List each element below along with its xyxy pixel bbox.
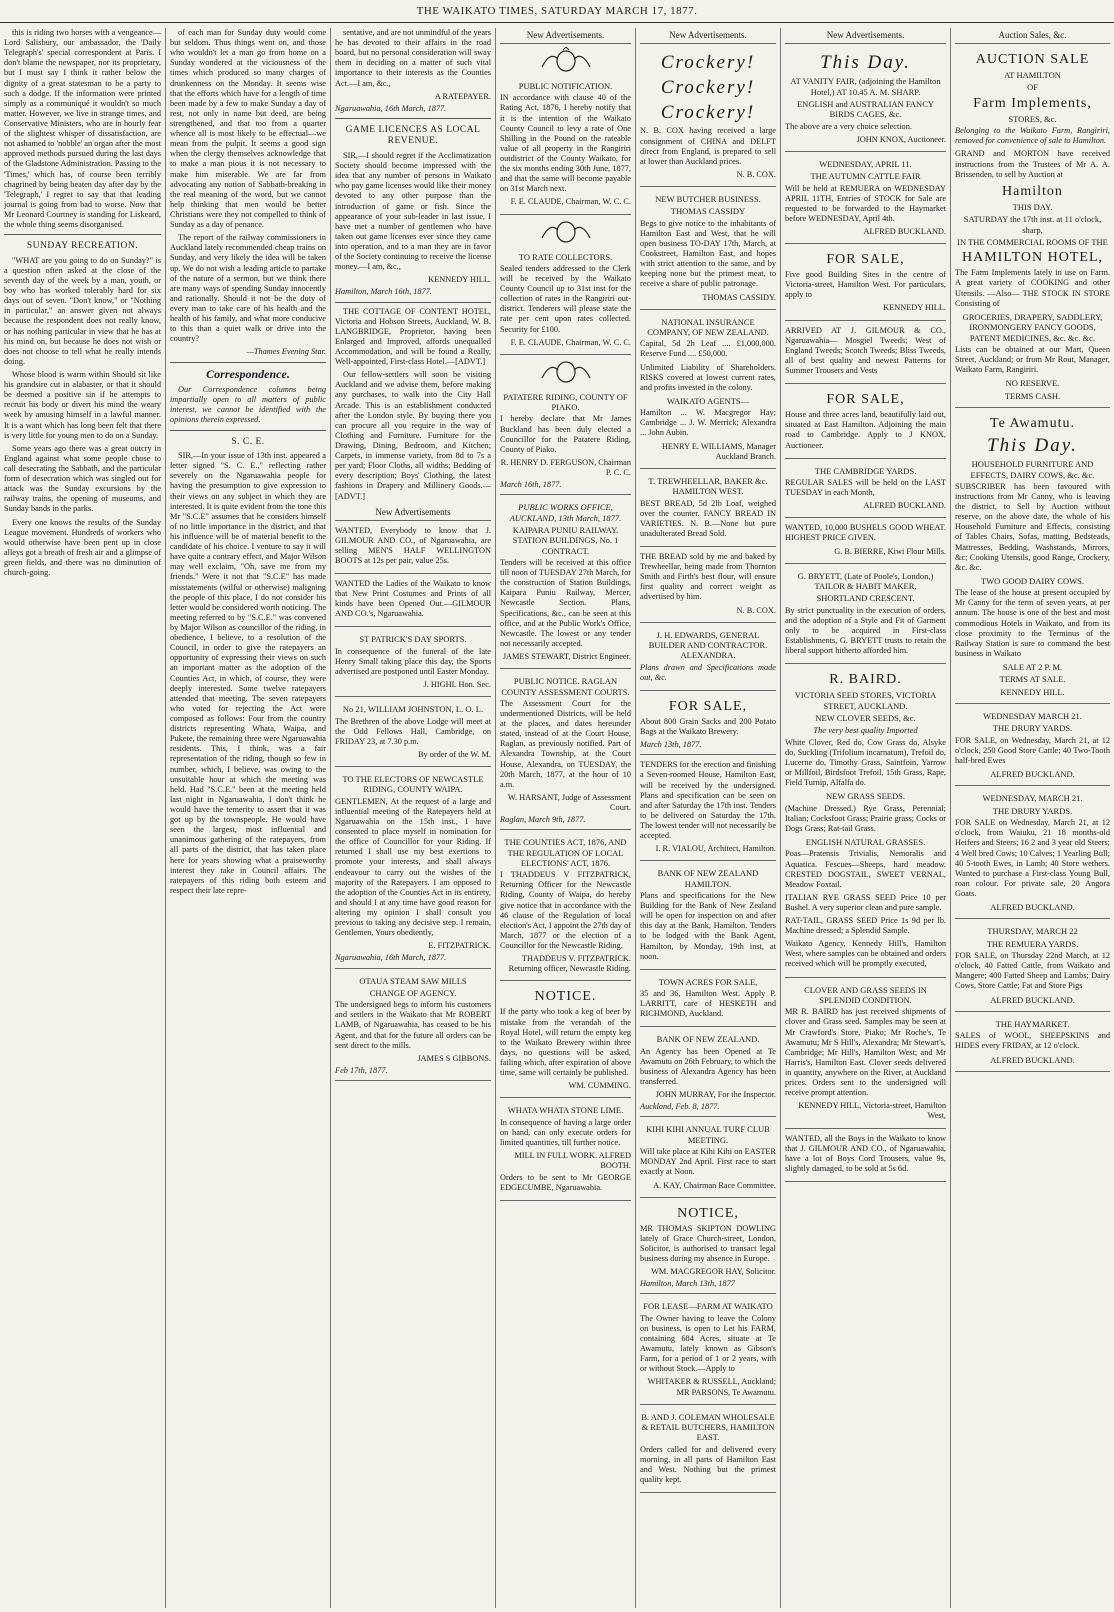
advert-signature: I. R. VIALOU, Architect, Hamilton. [655,844,776,854]
advertisement [640,312,776,469]
advertisement [955,1014,1110,1072]
advert-subtitle: SATURDAY the 17th inst. at 11 o'clock, sharp, [963,214,1102,235]
advert-date: Raglan, March 9th, 1877. [500,815,586,825]
advert-title: HAMILTON HOTEL, [962,250,1103,266]
advert-title: FOR SALE, [668,698,748,714]
advert-subtitle: NO RESERVE. [1005,378,1060,389]
advert-text: Five good Building Sites in the centre of Victoria-street, Hamilton West. For particulars, apply to [785,270,946,300]
advert-date: Ngaruawahia, 16th March, 1877. [335,953,447,963]
advert-subtitle: SHORTLAND CRESCENT. [816,593,915,604]
advert-text: Unlimited Liability of Shareholders. RISKS covered at lowest current rates, and profits invested in the colony. [640,362,776,392]
advert-signature: THADDEUS V. FITZPATRICK. Returning officer, Newcastle Riding. [508,954,631,974]
advert-signature: N. B. COX. [736,169,776,179]
advertisement [500,983,631,1098]
advertisement [640,471,776,547]
advert-text: House and three acres land, beautifully laid out, situated at East Hamilton. Adjoining the main road to Cambridge. Apply to J KNOX, Auctioneer. [785,410,946,450]
section-header: New Advertisements. [640,28,776,44]
advert-text: TENDERS for the erection and finishing a Seven-roomed House, Hamilton East, will be received by the undersigned. Plans and specification can be seen on and after Saturday the 17th inst. Tenders to be delivered on Saturday the 17th. The lowest tender will not necessarily be accepted. [640,760,776,841]
advert-text: ITALIAN RYE GRASS SEED Price 10 per Bushel. A very superior clean and pure sample. [785,892,946,912]
advert-title: This Day. [987,434,1078,456]
advert-text: The Assessment Court for the undermentioned Districts, will be held at the places, and dates hereunder stated, instead of at the Court House, Raglan, as previously notified. Part of Alexandra Township, at the Court House, Alexandra, on TUESDAY, the 20th March, 1877, at the hour of 10 a.m. [500,698,631,789]
masthead: THE WAIKATO TIMES, SATURDAY MARCH 17, 1877. [0,0,1114,23]
advert-text: RAT-TAIL, GRASS SEED Price 1s 9d per lb. Machine dressed; a Splendid Sample. [785,916,946,936]
advertisement [335,576,491,627]
advert-text: Will take place at Kihi Kihi on EASTER MONDAY 2nd April. First race to start exactly at Noon. [640,1147,776,1177]
advert-subtitle: The very best quality Imported [813,725,918,736]
coat-of-arms-icon [536,218,596,244]
advertisement [785,154,946,244]
advertisement [955,706,1110,786]
advert-text: GRAND and MORTON have received instructions from the Trustees of Mr A. A. Brissenden, to sell by Auction at [955,149,1110,179]
advertisement [500,832,631,981]
advert-text: Orders to be sent to Mr GEORGE EDGECUMBE, Ngaruawahia. [500,1173,631,1193]
advert-subtitle: VICTORIA SEED STORES, VICTORIA STREET, AUCKLAND. [794,690,937,711]
advert-title: TOWN ACRES FOR SALE, [658,976,758,987]
advert-text: THE COTTAGE OF CONTENT HOTEL, Victoria and Hobson Streets, Auckland, W. B. LANGBRIDGE, Proprietor, having been Enlarged and Improved, affords unequalled Accommodation, and will be found a Really, Well-appointed, First-class Hotel.—[ADVT.] [335,306,491,367]
advertisement [335,523,491,574]
advert-text: Capital, 5d 2h Leaf .... £1,000,000. Reserve Fund .... £50,000. [640,339,776,359]
advert-text: Orders called for and delivered every morning, in all parts of Hamilton East and West. Nothing but the primest quality kept. [640,1444,776,1485]
advert-title: NOTICE, [677,1205,739,1221]
advert-signature: ALFRED BUCKLAND. [863,501,946,511]
advert-date: March 13th, 1877. [640,740,702,750]
advert-text: Sealed tenders addressed to the Clerk will be received by the Waikato County Council up to 31st inst for the collection of rates in the Rangiriri out-district. Tenderers will please state the rate per cent upon rates collected. Security for £100. [500,263,631,334]
advert-signature: JAMES S GIBBONS. [417,1053,491,1063]
advert-title: THE HAYMARKET. [995,1018,1070,1029]
advert-title: CLOVER AND GRASS SEEDS IN SPLENDID CONDITION. [804,984,927,1005]
advert-text: MR THOMAS SKIPTON DOWLING lately of Grace Church-street, London, Solicitor, is authorised to transact legal business during my absence in Europe. [640,1223,776,1264]
advertisement [785,980,946,1129]
advert-subtitle: TERMS CASH. [1004,390,1061,401]
section-header: New Advertisements. [785,28,946,44]
advert-subtitle: THOMAS CASSIDY [670,206,746,217]
advert-signature: R. HENRY D. FERGUSON, Chairman P. C. C. [500,457,631,478]
advert-signature: ALFRED BUCKLAND. [863,226,946,236]
advert-signature: By order of the W. M. [417,749,491,759]
advertisement [500,671,631,830]
advertisement [785,666,946,977]
advert-title: PATATERE RIDING, COUNTY OF PIAKO. [503,391,628,413]
advert-signature: KENNEDY HILL. [883,303,946,313]
advert-text: Belonging to the Waikato Farm, Rangiriri, removed for convenience of sale to Hamilton. [955,126,1110,146]
advert-date: Hamilton, March 13th, 1877 [640,1279,735,1289]
letter-heading: GAME LICENCES AS LOCAL REVENUE. [345,124,481,147]
advertisement [785,461,946,519]
divider [4,234,161,235]
advertisement [500,247,631,355]
advert-signature: KENNEDY HILL, Victoria-street, Hamilton West, [798,1101,946,1121]
correspondence-heading: Correspondence. [206,366,290,381]
advertisement [640,1296,776,1404]
advert-subtitle: SALE AT 2 P. M. [1002,661,1063,672]
advertisement [335,699,491,767]
advert-text: Hamilton ... W. Macgregor Hay; Cambridge ... J. W. Merrick; Alexandra ... John Aubin. [640,408,776,438]
advert-signature: ALFRED BUCKLAND. [990,769,1075,780]
advert-text: The Brethren of the above Lodge will meet at the Odd Fellows Hall, Cambridge, on FRIDAY 23, at 7.30 p.m. [335,716,491,746]
advert-subtitle: GROCERIES, DRAPERY, SADDLERY, IRONMONGERY FANCY GOODS, PATENT MEDICINES, &c. &c. &c. [962,311,1103,343]
advert-title: TO RATE COLLECTORS. [518,251,613,262]
advertisement [785,46,946,152]
advert-text: If the party who took a keg of beer by mistake from the verandah of the Royal Hotel, will return the empty keg to the Waikato Brewery within three days, no questions will be asked, failing which, after expiration of above time, same will certainly be published. [500,1007,631,1078]
advert-title: BANK OF NEW ZEALAND. [656,1034,760,1045]
advert-signature: WM. MACGREGOR HAY, Solicitor. [651,1267,776,1277]
advert-title: R. BAIRD. [829,672,902,688]
advert-text: 35 and 36, Hamilton West. Apply P. LARRITT, care of HESKETH and RICHMOND, Auckland. [640,989,776,1019]
advert-text: GENTLEMEN, At the request of a large and influential meeting of the Ratepayers held at Ngaruawahia on the 15th inst., I have consented to place myself in nomination for the office of Councillor for your Riding. If returned I shall use my best exertions to promote your interests, and shall always endeavour to carry out the wishes of the majority of the Ratepayers. I am opposed to the adoption of the Counties Act in its entirety, and should I at any time have good reason for altering my opinion I shall consult you previous to taking any decisive step. I remain, Gentlemen, Yours obediently, [335,796,491,938]
advert-signature: ALFRED BUCKLAND. [990,1054,1075,1065]
advert-subtitle: AT HAMILTON [1004,70,1061,81]
advert-title: FOR SALE, [826,252,905,268]
advert-title: PUBLIC NOTIFICATION. [518,80,613,91]
correspondence-disclaimer: Our Correspondence columns being impartially open to all matters of public interest, we cannot be identified with the opinions therein expressed. [170,385,326,425]
advert-subtitle: TWO GOOD DAIRY COWS. [980,575,1085,586]
advert-text: About 800 Grain Sacks and 200 Potato Bags at the Waikato Brewery. [640,716,776,737]
letter-heading: S. C. E. [231,436,265,447]
advert-signature: F. E. CLAUDE, Chairman, W. C. C. [510,337,631,347]
advert-text: WANTED, Everybody to know that J. GILMOUR AND CO., of Ngaruawahia, are selling MEN'S HALF WELLINGTON BOOTS at 12s per pair, value 25s. [335,525,491,565]
divider [170,430,326,431]
advert-text: ARRIVED AT J. GILMOUR & CO., Ngaruawahia— Mosgiel Tweeds; West of England Tweeds; Scotch Tweeds; Bliss Tweeds, all of best quality and newest Patterns for Summer Trousers and Vests [785,325,946,376]
advert-title: THE AUTUMN CATTLE FAIR [810,171,921,182]
advertisement [955,410,1110,704]
column-5 [635,28,780,1608]
advert-text: SUBSCRIBER has been favoured with instructions from Mr Canny, who is leaving the district, to Sell by Auction without reserve, on the above date, the whole of his Household Furniture and Effects, consisting of Tables Chairs, Sofas, matting, Bedsteads, Mattresses, Bedding, Washstands, Mirrors, &c; Cooking Utensils, good Range, Crockery, &c. &c. [955,481,1110,572]
column-6 [780,28,950,1608]
advert-subtitle: NEW GRASS SEEDS. [826,791,905,802]
advert-subtitle: CHANGE OF AGENCY. [369,987,457,998]
advert-signature: G. B. BIERRE, Kiwi Flour Mills. [834,546,946,556]
advert-text: In consequence of having a large order on hand, can only execute orders for limited quantities, till further notice. [500,1117,631,1147]
advert-signature: N. B. COX. [736,605,776,615]
advertisement [640,693,776,755]
advert-text: Tenders will be received at this office till noon of TUESDAY 27th March, for the construction of Station Buildings, Kaipara Puniu Railway, Mercer, Newcastle Section. Plans, Specifications, &c., can be seen at this office, and at the Public Work's Office, Newcastle. The lowest or any tender not necessarily accepted. [500,558,631,648]
letter-text: sentative, and are not unmindful of the years he has devoted to their affairs in the road board, but no personal consideration will sway them in deciding on a matter of such vital importance to their interests as the Counties Act.—I am, &c., [335,28,491,88]
advert-title: B. AND J. COLEMAN WHOLESALE & RETAIL BUTCHERS, HAMILTON EAST. [641,1411,775,1443]
section-header: New Advertisements. [500,28,631,44]
advert-text: FOR SALE on Wednesday, March 21, at 12 o'clock, from Waiuku, 21 18 months-old Heifers and Steers; 16 2 and 3 year old Steers; 4 Well bred Cows; 10 Calves; 1 Yearling Bull; 40 5-tooth Ewes, in Lamb; 40 Store wethers. Wanted to purchase a First-class Young Bull, roan colour. For private sale, 20 Angora Goats. [955,818,1110,898]
advert-text: IN accordance with clause 40 of the Rating Act, 1876, I hereby notify that it is the intention of the Waikato County Council to levy a rate of One Shilling in the Pound on the rateable value of all property in the Rangiriri outdistrict of the County Waikato, for the six months ending 30th June, 1877, and that the same will become payable on 31st March next. [500,93,631,194]
section-header: Auction Sales, &c. [955,28,1110,44]
article-text: The report of the railway commissioners in Auckland lately recommended cheap trains on Sunday, and very likely the idea will be taken up. We do not wish a leading article to partake of the nature of a sermon, but we think there are many ways of spending Sunday innocently and rationally. Should it not be the duty of every man to take care of his health and the health of his family, and what more conducive to this than a quiet walk or drive into the country? [170,233,326,344]
letter-text: SIR,—In your issue of 13th inst. appeared a letter signed "S. C. E.," reflecting rather severely on the Ngaruawahia people for having the presumption to give expression to their views on any subject in which they are interested. It is quite evident from the tone this Mr "S.C.E" assumes that he considers himself of no little importance in the district, and that his influence will be of material benefit to the candidate of his choice. I venture to say it will have quite a contrary effect, and Major Wilson may well exclaim, "Oh, save me from my friends." Were it not that "S.C.E" has made misstatements (wilful or otherwise) maligning the people of this place, I do not consider his letter would be considered worth noticing. The meeting referred to by "S.C.E." was convened by Major Wilson as councillor of the riding, in obedience, I believe, to a resolution of the Council, in order to give the ratepayers an opportunity of expressing their views on such an important matter as the adoption of the Counties Act, in which, of course, they were deeply interested. Some twelve ratepayers attended that meeting. The seven ratepayers who voted for rejecting the Act were composed as follows: Four from the country districts representing Whata, Waipa, and Pukete, the remaining three were Ngaruawahia residents. This, I think, was a fair representation of the riding, though so few in number, which, I believe, was owing to the unsuitable hour at which the meeting was held. Had "S.C.E." been at the meeting held last night in Ngaruawahia, I don't think he would have the temerity to assert that it was got up by the townspeople. He would have seen the largest, most influential and unanimous gathering of the ratepayers, from all parts of the district, that has taken place here for years showing what a praiseworthy interest they take in Council affairs. The ratepayers of this riding both esteem and respect their late repre- [170,451,326,895]
advert-text: The undersigned begs to inform his customers and settlers in the Waikato that Mr ROBERT LAMB, of Ngaruawahia, has ceased to be his Agent, and that for the future all orders can be sent direct to the mills. [335,1000,491,1050]
advert-title: Te Awamutu. [990,415,1075,431]
advert-signature: JOHN KNOX, Auctioneer. [856,134,946,144]
advert-text: (Machine Dressed.) Rye Grass, Perennial; Italian; Cocksfoot Grass; Prairie grass; Cocks or Dogs Grass; Rat-tail Grass. [785,803,946,833]
advert-text: WANTED, all the Boys in the Waikato to know that J. GILMOUR AND CO., of Ngaruawahia, have a lot of Boys Cord Trousers, value 9s, slightly damaged, to be sold at 5s 6d. [785,1133,946,1173]
divider [335,118,491,119]
advert-title: THE DRURY YARDS. [992,723,1073,734]
advert-signature: HENRY E. WILLIAMS, Manager Auckland Branch. [661,441,776,461]
advertisement [640,757,776,861]
advert-text: The above are a very choice selection. [785,121,912,131]
advert-title: Hamilton [1002,183,1063,199]
advertisement [335,629,491,697]
advert-text: The lease of the house at present occupied by Mr Canny for the term of seven years, at per annum. The house is one of the best and most commodious Hotels in Waikato, and from its close proximity to the Terminus of the Railway Station is sure to command the best business in Waikato [955,588,1110,658]
article-paragraph: Whose blood is warm within Should sit like his grandsire cut in alabaster, or that it should be deemed a positive sin if he attempts to recruit his body or divert his mind the weary week by amusing himself in a lawful manner. It is a want which has long been felt that there is very little for young men to do on a Sunday. [4,369,161,440]
advertisement [500,1100,631,1201]
advert-signature: ALFRED BUCKLAND. [990,994,1075,1005]
column-2 [165,28,330,1608]
advert-subtitle: ENGLISH NATURAL GRASSES. [805,837,926,848]
advertisement [640,189,776,310]
column-3 [330,28,495,1608]
advert-title: J. H. EDWARDS, GENERAL BUILDER AND CONTRACTOR. ALEXANDRA. [648,629,768,661]
advertisement [335,769,491,968]
advert-subtitle: HOUSEHOLD FURNITURE AND EFFECTS, DAIRY COWS, &c. &c. [970,459,1095,480]
advert-title: Crockery! [660,77,756,99]
advertisement [640,1119,776,1197]
advert-title: This Day. [820,51,911,73]
advert-subtitle: AT VANITY FAIR, (adjoining the Hamilton Hotel,) AT 10.45 A. M. SHARP. [790,76,941,97]
advert-subtitle: ENGLISH and AUSTRALIAN FANCY BIRDS CAGES, &c. [796,98,935,120]
advert-title: WHATA WHATA STONE LIME. [507,1105,624,1116]
advert-subtitle: THIS DAY. [1012,201,1053,212]
section-header: New Advertisements [335,505,491,521]
advertisement [640,1029,776,1117]
advertisement [640,1407,776,1494]
advertisement [640,1200,776,1295]
advert-signature: F. E. CLAUDE, Chairman, W. C. C. [510,197,631,207]
advert-title: Crockery! [660,102,756,124]
advert-title: AUCTION SALE [975,51,1090,67]
advert-subtitle: OF [1027,82,1038,93]
advert-text: An Agency has been Opened at Te Awamutu on 26th February, to which the business of Alexandra Agency has been transferred. [640,1046,776,1087]
advertisement [640,46,776,187]
column-1 [0,28,165,1608]
advertisement [500,497,631,669]
advert-office: PUBLIC WORKS OFFICE, AUCKLAND, 13th March, 1877. [509,502,622,523]
letter-text: SIR,—I should regret if the Acclimatization Society should become impressed with the idea that any number of persons in Waikato who pay game licenses would like their money devoted to any other purpose than the introduction of game or fish. Since the appearance of your sub-leader in last issue, I have met a number of gentlemen who have taken out game licenses ever since they came into operation, and to a man they are in favor of the Society continuing to receive the license money.—I am, &c., [335,151,491,272]
column-7 [950,28,1114,1608]
advert-title: THE DRURY YARDS. [992,805,1073,816]
advertisement [640,863,776,969]
advert-title: BANK OF NEW ZEALAND HAMILTON. [657,868,759,889]
section-heading: SUNDAY RECREATION. [26,241,139,252]
advertisement [500,76,631,215]
advert-signature: JOHN MURRAY, For the Inspector. [655,1090,776,1100]
advertisement [640,625,776,691]
advert-subtitle: IN THE COMMERCIAL ROOMS OF THE [957,236,1108,247]
advert-title: THE REMUERA YARDS. [986,938,1079,949]
advert-signature: A. KAY, Chairman Race Committee. [653,1180,776,1190]
advert-signature: JAMES STEWART, District Engineer. [502,652,631,662]
advert-signature: WHITAKER & RUSSELL, Auckland; MR PARSONS, Te Awamutu. [647,1377,776,1397]
advertisement [640,972,776,1028]
advertisement [640,549,776,623]
advertisement [785,520,946,563]
advert-signature: MILL IN FULL WORK. ALFRED BOOTH. [514,1150,631,1171]
advert-text: Plans drawn and Specifications made out, &c. [640,662,776,682]
advert-text: White Clover, Red do, Cow Grass do, Alsyke do, Suckling (Trifolium incarnatum), Trefoil do, Lucerne do, Timothy Grass, Saintfoin, Yarrow or Millfoil, Birdsfoot Trefoil, 15th Grass, Rape, Field Turnip, Alfalfa do. [785,737,946,788]
advert-date-heading: WEDNESDAY MARCH 21. [983,711,1082,722]
advert-title: NATIONAL INSURANCE COMPANY, OF NEW ZEALAND. [647,316,769,337]
advert-date: Feb 17th, 1877. [335,1065,388,1075]
advert-text: Our fellow-settlers will soon be visiting Auckland and we advise them, before making any purchases, to walk into the City Hall Arcade. This is an establishment conducted after the London style. By buying there you can procure all you require in the way of Clothing and Furniture. Furniture for the Drawing, Dining, Bedroom, and Kitchen; Carpets, in immense variety, from 8d to 7s a per yard; Floor Cloths, all widths; Bedding of every description; Boys' Clothing, the latest fashions in Drapery and Millinery Goods.—[ADVT.] [335,370,491,501]
advertisement [500,387,631,495]
advert-text: Poas—Pratensis Trivialis, Nemoralis and Aquatica. Fescues—Sheeps, hard meadow. CRESTED DOGSTAIL, SWEET VERNAL, Meadow Foxtail. [785,849,946,889]
advertisement [785,246,946,321]
letter-date: Ngaruawahia, 16th March, 1877. [335,103,447,113]
advertisement [785,1131,946,1182]
article-text: of each man for Sunday duty would come but seldom. Thus things went on, and those who wouldn't let a man go from home on a Sunday wondered at the viciousness of the times which produced so many charges of drunkenness on the Monday. It seems wise that the efforts which have for a length of time been made by a few to make Sunday a day of rest, not only in name but deed, are being strengthened, and that too from a quarter whence all is most likely to be effectual—we mean from the pulpit. It seems a good sign when the clergy themselves acknowledge that to make a man pious it is not necessary to make him miserable. We are far from advocating any notion of Sabbath-breaking in the real meaning of the word, but we cannot help thinking that men would be better Christians were they not compelled to think of Sunday as a day of penance. [170,28,326,230]
advert-text: Will be held at REMUERA on WEDNESDAY APRIL 11TH, Entries of STOCK for Sale are requested to be forwarded to the Haymarket before WEDNESDAY, April 4th. [785,183,946,223]
advert-text: I THADDEUS V FITZPATRICK, Returning Officer for the Newcastle Riding, County of Waipa, do hereby give notice that in accordance with the 46 clause of the Regulation of local election's Act, I appoint the 27th day of March, 1877 or the election of a Councillor for the Newcastle Riding. [500,870,631,951]
advertisement [955,788,1110,919]
advert-title: FOR SALE, [826,392,905,408]
advertisement [785,323,946,385]
advert-title: FOR LEASE—FARM AT WAIKATO [643,1301,773,1312]
advert-text: The Owner having to leave the Colony on business, is open to Let his FARM, containing 684 Acres, situate at Te Awamutu, lately known as Gibson's Farm, for a period of 1 or 2 years, with or without Stock.—Apply to [640,1313,776,1374]
advert-subtitle: STORES, &c. [1008,113,1057,124]
advert-signature: W. HARSANT, Judge of Assessment Court. [507,792,631,812]
advertisement [955,921,1110,1012]
advert-date-heading: THURSDAY, MARCH 22 [987,926,1078,937]
advertisement [785,566,946,665]
advert-text: By strict punctuality in the execution of orders, and the adoption of a Style and Fit of Garment only to be acquired in First-class Establishments, G. BRYETT trusts to retain the liberal support hitherto afforded him. [785,605,946,656]
divider [170,362,326,363]
advert-text: Waikato Agency, Kennedy Hill's, Hamilton West, where samples can be obtained and orders received which will be promptly executed, [785,939,946,969]
article-paragraph: "WHAT are you going to do on Sunday?" is a question often asked at the close of the seventh day of the week by a man, youth, or boy who has worked tolerably hard for six days out of seven. "Don't know," or "Nothing in particular," an answer given not always because the respondent does not really know, or has nothing particular in view that he has at his mind on, but because he does not wish or does not choose to tell what he really intends doing. [4,255,161,366]
advert-title: ST PATRICK'S DAY SPORTS. [359,634,467,645]
advert-text: BEST BREAD, 5d 2lb Loaf, weighed over the counter. FANCY BREAD IN VARIETIES. N. B.—None but pure unadulterated Bread Sold. [640,498,776,538]
advert-subtitle: WAIKATO AGENTS— [666,395,750,406]
column-4 [495,28,635,1608]
letter-signature: A RATEPAYER. [434,91,491,101]
advert-title: NEW BUTCHER BUSINESS. [655,194,761,205]
advert-text: FOR SALE, on Wednesday, March 21, at 12 o'clock, 250 Good Store Cattle; 40 Two-Tooth half-bred Ewes [955,735,1110,765]
advert-text: SALES of WOOL, SHEEPSKINS and HIDES every FRIDAY, at 12 o'clock. [955,1031,1110,1051]
advert-text: In consequence of the funeral of the late Henry Small taking place this day, the Sports advertised are postponed until Easter Monday. [335,646,491,677]
advert-text: REGULAR SALES will be held on the LAST TUESDAY in each Month, [785,478,946,498]
advert-signature: KENNEDY HILL. [1000,686,1065,697]
advert-title: OTAUA STEAM SAW MILLS [359,975,467,986]
advert-title: TO THE ELECTORS OF NEWCASTLE RIDING, COUNTY WAIPA. [342,774,484,795]
advert-title: G. BRYETT, (Late of Poole's, London,) TAILOR & HABIT MAKER, [797,570,934,592]
divider [335,302,491,303]
advert-date: Auckland, Feb. 8, 1877. [640,1102,720,1112]
advert-title: THE COUNTIES ACT, 1876, AND THE REGULATION OF LOCAL ELECTIONS' ACT, 1876. [504,837,627,868]
coat-of-arms-icon [536,358,596,384]
advert-text: The Farm Implements lately in use on Farm. A great variety of COOKING and other Utensils. —Also— THE STOCK IN STORE Consisting of [955,268,1110,308]
advertisement [785,386,946,459]
letter-date: Hamilton, March 16th, 1877. [335,287,432,297]
advert-text: WANTED the Ladies of the Waikato to know that New Print Costumes and Prints of all kinds have been Opened Out.—GILMOUR AND CO.'s, Ngaruawahia. [335,579,491,619]
article-paragraph: Every one knows the results of the Sunday League movement. Hundreds of workers who would otherwise have been pent up in close alleys got a breath of fresh air and a glimpse of green fields, and there was no diminution of church-going. [4,517,161,578]
advert-title: KAIPARA PUNIU RAILWAY. STATION BUILDINGS, No. 1 CONTRACT. [512,524,619,556]
advert-subtitle: TERMS AT SALE. [999,674,1066,685]
advert-text: FOR SALE, on Thursday 22nd March, at 12 o'clock, 40 Fatted Cattle, from Waikato and Mangere; 400 Fatted Sheep and Lambs; Dairy Cows, Store Cattle; Fat and Store Pigs [955,951,1110,991]
advert-title: Farm Implements, [973,95,1092,111]
advert-title: THE CAMBRIDGE YARDS. [814,465,917,476]
advertisement [335,971,491,1081]
advert-title: PUBLIC NOTICE. RAGLAN COUNTY ASSESSMENT COURTS. [501,676,630,697]
advert-signature: ALFRED BUCKLAND. [990,902,1075,913]
advert-signature: E. FITZPATRICK. [428,941,491,951]
advert-date-heading: WEDNESDAY, MARCH 21. [982,793,1083,804]
article-source: —Thames Evening Star. [246,347,326,357]
advert-date: March 16th, 1877. [500,480,562,490]
advert-subtitle: NEW CLOVER SEEDS, &c. [815,713,916,724]
advert-text: I hereby declare that Mr James Buckland has been duly elected a Councillor for the Patatere Riding, County of Piako. [500,414,631,454]
advertisement [955,46,1110,408]
letter-signature: KENNEDY HILL. [428,275,491,285]
coat-of-arms-icon [536,47,596,73]
article-text: this is riding two horses with a vengeance—Lord Salisbury, our ambassador, the 'Daily Telegraph's' special correspondent at Paris. I don't blame the newspaper, nor its proprietary, but I must say I think it rather below the dignity of a great statesman to be a party to such a dodge. If the information were printed simply as a communiqué it wouldn't so much matter. However, we live in strange times, and Conservative Ministers, who are in hourly fear of the slightest whisper of dissatisfaction, are not ashamed to 'nobble' an organ after the most approved methods pursued during the last days of the Gladstone Administration. Passing to the 'Times,' which has, of course been terribly chagrined by being beaten day after day by the 'Telegraph,' I regret to say that that leading journal is going from bad to worse. Now that Mr Leonard Courtney is standing for Liskeard, the whole thing seems disorganised. [4,28,161,230]
advert-signature: THOMAS CASSIDY. [702,292,776,302]
advert-title: No 21, WILLIAM JOHNSTON, L. O. L. [342,704,484,715]
advert-text: Plans and specifications for the New Building for the Bank of New Zealand will be open for inspection on and after this day at the Bank, Hamilton. Tenders to be lodged with the Bank Agent, Hamilton, by Monday, 19th inst, at noon. [640,891,776,961]
advert-text: THE BREAD sold by me and baked by Trewheellar, being made from Thornton Smith and Firth's best flour, will ensure first quality and correct weight as advertised by him. [640,551,776,602]
advert-date-heading: WEDNESDAY, APRIL 11. [819,158,912,169]
advert-text: Lists can be obtained at our Mart, Queen Street, Auckland; or from Mr Rout, Manager, Waikato Farm, Rangiriri. [955,344,1110,375]
advert-title: KIHI KIHI ANNUAL TURF CLUB MEETING. [646,1124,770,1145]
advert-text: Begs to give notice to the inhabitants of Hamilton East and West, that he will open business TO-DAY 17th, March, at Cookstreet, Hamilton East, and hopes with strict attention to the same, and by keeping none but the primest meat, to receive a share of public patronage. [640,218,776,289]
advert-text: MR R. BAIRD has just received shipments of clover and Grass seed. Samples may be seen at Mr Crawford's Store, Piako; Mr Roche's, Te Awamutu; Mr S Hill's, Alexandra; Mr Stewart's, Cambridge; Mr Hill's, Hamilton West; and Mr Harris's, Hamilton East. Clover seeds delivered in quantity, anywhere on the River, at Auckland prices. Orders sent to the undersigned will receive prompt attention. [785,1007,946,1098]
advert-text: N. B. COX having received a large consignment of CHINA and DELFT direct from England, is prepared to sell at lower than Auckland prices. [640,126,776,166]
advert-signature: J. HIGHL Hon. Sec. [423,680,491,690]
advert-text: WANTED, 10,000 BUSHELS GOOD WHEAT. HIGHEST PRICE GIVEN. [785,523,946,543]
advert-title: Crockery! [660,51,756,73]
article-paragraph: Some years ago there was a great outcry in England against what some people chose to call desecrating the Sabbath, and the particular form of desecration which was singled out for attack was the Sunday excursions by the railway trains, the opening of museums, and Sunday bands in the parks. [4,443,161,514]
advert-title: NOTICE. [534,989,597,1005]
advert-signature: WM. CUMMING. [568,1081,631,1091]
advert-title: T. TREWHEELLAR, BAKER &c. HAMILTON WEST. [648,475,768,497]
